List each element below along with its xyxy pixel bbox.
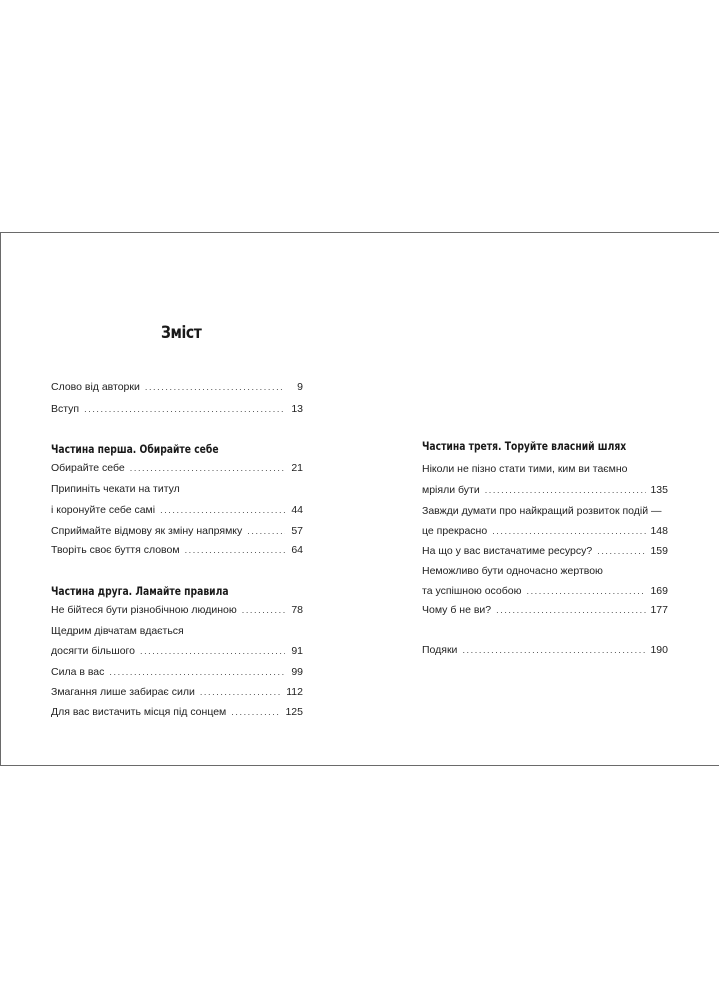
toc-entry xyxy=(51,523,303,539)
toc-entry xyxy=(51,502,303,518)
entry-page: 112 xyxy=(286,686,303,698)
entry-title-line1: Завжди думати про найкращий розвиток подій — xyxy=(422,505,662,517)
part-three-heading: Частина третя. Торуйте власний шлях xyxy=(422,439,627,453)
entry-title: Обирайте себе xyxy=(51,462,125,474)
entry-title-line1: Неможливо бути одночасно жертвою xyxy=(422,565,603,577)
entry-title: і коронуйте себе самі xyxy=(51,504,156,516)
entry-title: це прекрасно xyxy=(422,525,488,537)
toc-entry xyxy=(51,379,303,395)
toc-entry xyxy=(422,602,668,618)
leader-dots xyxy=(526,583,646,599)
toc-entry xyxy=(422,543,668,559)
entry-title: Подяки xyxy=(422,644,458,656)
part-two-heading: Частина друга. Ламайте правила xyxy=(51,584,229,598)
entry-page: 91 xyxy=(291,645,303,657)
entry-title: досягти більшого xyxy=(51,645,135,657)
entry-page: 169 xyxy=(650,585,668,597)
part-one-heading: Частина перша. Обирайте себе xyxy=(51,442,219,456)
leader-dots xyxy=(247,523,285,539)
entry-page: 159 xyxy=(650,545,668,557)
leader-dots xyxy=(130,460,285,476)
entry-page: 57 xyxy=(291,525,303,537)
leader-dots xyxy=(242,602,285,618)
entry-title: та успішною особою xyxy=(422,585,522,597)
entry-page: 190 xyxy=(650,644,668,656)
entry-title-line1: Припиніть чекати на титул xyxy=(51,483,180,495)
entry-page: 44 xyxy=(291,504,303,516)
toc-entry xyxy=(51,684,303,700)
toc-entry xyxy=(422,482,668,498)
entry-page: 125 xyxy=(285,706,303,718)
entry-page: 64 xyxy=(291,544,303,556)
entry-page: 135 xyxy=(650,484,668,496)
toc-entry xyxy=(51,542,303,558)
leader-dots xyxy=(145,379,285,395)
toc-entry-line1 xyxy=(422,503,668,519)
leader-dots xyxy=(496,602,646,618)
entry-title: Сприймайте відмову як зміну напрямку xyxy=(51,525,243,537)
entry-title: На що у вас вистачатиме ресурсу? xyxy=(422,545,593,557)
toc-title: Зміст xyxy=(161,323,202,343)
entry-title: Не бійтеся бути різнобічною людиною xyxy=(51,604,237,616)
toc-entry xyxy=(51,664,303,680)
leader-dots xyxy=(492,523,646,539)
toc-entry xyxy=(422,523,668,539)
leader-dots xyxy=(140,643,285,659)
entry-page: 148 xyxy=(650,525,668,537)
leader-dots xyxy=(160,502,285,518)
entry-title: Змагання лише забирає сили xyxy=(51,686,195,698)
leader-dots xyxy=(231,704,281,720)
toc-entry xyxy=(422,583,668,599)
leader-dots xyxy=(84,401,285,417)
toc-entry xyxy=(51,460,303,476)
leader-dots xyxy=(185,542,285,558)
entry-page: 99 xyxy=(291,666,303,678)
entry-title-line1: Щедрим дівчатам вдається xyxy=(51,625,184,637)
toc-entry-line1 xyxy=(422,563,668,579)
leader-dots xyxy=(109,664,285,680)
leader-dots xyxy=(597,543,646,559)
leader-dots xyxy=(462,642,646,658)
left-page xyxy=(51,233,303,765)
entry-page: 9 xyxy=(297,381,303,393)
toc-entry xyxy=(51,704,303,720)
entry-title: Для вас вистачить місця під сонцем xyxy=(51,706,227,718)
entry-title: Слово від авторки xyxy=(51,381,140,393)
entry-page: 177 xyxy=(650,604,668,616)
entry-title-line1: Ніколи не пізно стати тими, ким ви таємно xyxy=(422,463,628,475)
leader-dots xyxy=(485,482,647,498)
toc-entry-line1 xyxy=(51,481,303,497)
entry-title: Творіть своє буття словом xyxy=(51,544,180,556)
entry-page: 13 xyxy=(291,403,303,415)
right-page xyxy=(422,233,668,765)
entry-title: Сила в вас xyxy=(51,666,105,678)
toc-entry xyxy=(51,643,303,659)
toc-entry-line1 xyxy=(51,623,303,639)
entry-title: мріяли бути xyxy=(422,484,480,496)
entry-page: 78 xyxy=(291,604,303,616)
leader-dots xyxy=(200,684,282,700)
toc-entry-line1 xyxy=(422,461,668,477)
toc-entry xyxy=(51,602,303,618)
book-spread xyxy=(0,232,719,766)
toc-entry xyxy=(51,401,303,417)
entry-page: 21 xyxy=(291,462,303,474)
entry-title: Вступ xyxy=(51,403,80,415)
entry-title: Чому б не ви? xyxy=(422,604,492,616)
toc-entry-thanks xyxy=(422,642,668,658)
